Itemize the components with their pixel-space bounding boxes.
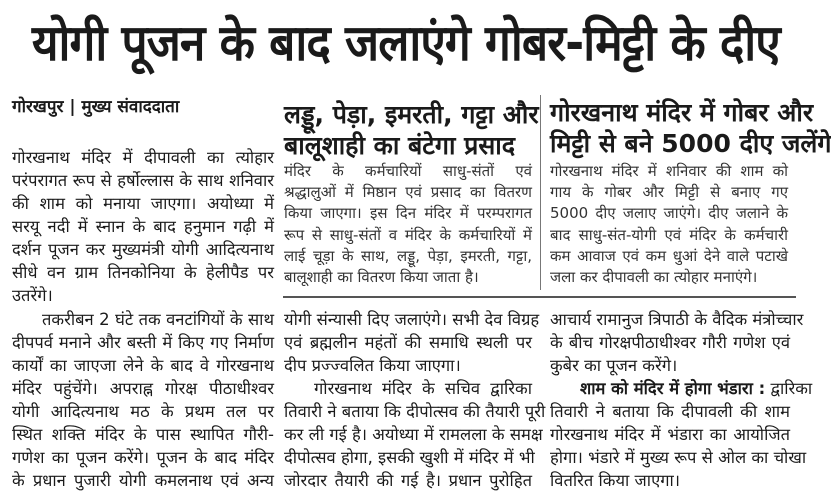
text-line: बालूशाही का वितरण किया जाता है। [284,267,479,286]
text-run: द्वारिका [770,379,813,398]
text-line: तिवारी ने बताया कि दीपोत्सव की तैयारी पूरी [284,402,546,421]
right-subheadline [550,97,831,159]
right-bottom-text [550,308,813,492]
middle-subheadline [284,99,539,161]
text-line: लड्डू, पेड़ा, इमरती, गट्टा और [284,100,539,129]
middle-bottom-text [284,308,546,492]
text-line: बालूशाही का बंटेगा प्रसाद [284,131,516,160]
text-line: दीपपर्व मनाने और बस्ती में किए गए निर्माण [12,333,274,352]
text-line: उतरेंगे। [12,286,53,305]
left-top-text [12,146,274,307]
text-line: परंपरागत रूप से हर्षोल्लास के साथ शनिवार [12,171,274,190]
text-line: बाद साधु-संत-योगी एवं मंदिर के कर्मचारी [550,225,788,244]
text-line: 5000 दीए जलाए जाएंगे। दीए जलाने के [550,204,788,223]
text-line: गाय के गोबर और मिट्टी से बनाए गए [550,183,788,202]
headline: योगी पूजन के बाद जलाएंगे गोबर-मिट्टी के दीए [31,14,780,72]
text-line: मंदिर पहुंचेंगे। अपराह्न गोरक्ष पीठाधीश्वर [12,379,274,398]
text-line: योगी आदित्यनाथ मठ के प्रथम तल पर [12,402,274,421]
text-line: कर ली गई है। अयोध्या में रामलला के समक्ष [284,425,543,444]
text-line: कम आवाज एवं कम धुआं देने वाले पटाखे [550,246,788,265]
text-line: दीपोत्सव होगा, इसकी खुशी में मंदिर में भी [284,448,535,467]
text-line: योगी संन्यासी दिए जलाएंगे। सभी देव विग्रह [284,310,540,329]
text-line: दीप प्रज्ज्वलित किया जाएगा। [284,356,461,375]
text-line: के प्रधान पुजारी योगी कमलनाथ एवं अन्य [12,471,274,490]
text-line: मंदिर के कर्मचारियों साधु-संतों एवं [284,162,532,180]
text-line: किया जाएगा। इस दिन मंदिर में परम्परागत [284,204,532,223]
middle-top-text [284,161,532,288]
left-bottom-text [12,308,274,492]
text-line: सीधे वन ग्राम तिनकोनिया के हेलीपैड पर [12,263,274,282]
text-line: लाई चूड़ा के साथ, लड्डू, पेड़ा, इमरती, गट्टा, [284,246,532,265]
text-line: गोरखनाथ मंदिर में शनिवार की शाम को [550,162,788,180]
text-line: की शाम को मनाया जाएगा। अयोध्या में [12,194,274,213]
text-line: आचार्य रामानुज त्रिपाठी के वैदिक मंत्रोच्चार [550,310,804,329]
text-line: गोरखनाथ मंदिर के सचिव द्वारिका [314,379,532,398]
text-line: गोरखनाथ मंदिर में दीपावली का त्योहार [12,148,274,167]
text-line: गणेश का पूजन करेंगे। पूजन के बाद मंदिर [12,448,274,467]
text-line: तिवारी ने बताया कि दीपावली की शाम [550,402,790,421]
text-line: कुबेर का पूजन करेंगे। [550,356,678,375]
text-line: दर्शन पूजन कर मुख्यमंत्री योगी आदित्यनाथ [12,240,274,259]
text-line [550,377,813,400]
text-line: सरयू नदी में स्नान के बाद हनुमान गढ़ी में [12,217,274,236]
text-line: श्रद्धालुओं में मिष्ठान एवं प्रसाद का वितरण [284,183,532,202]
right-top-text [550,161,788,288]
text-line: स्थित शक्ति मंदिर के पास स्थापित गौरी- [12,425,274,444]
text-line: जोरदार तैयारी की गई है। प्रधान पुरोहित [284,471,532,490]
section-rule [283,296,796,298]
text-line: कार्यों का जाएजा लेने के बाद वे गोरखनाथ [12,356,274,375]
text-line: होगा। भंडारे में मुख्य रूप से ओल का चोखा [550,448,807,467]
column-divider [540,95,541,290]
byline: गोरखपुर | मुख्य संवाददाता [12,97,180,117]
text-line: वितरित किया जाएगा। [550,471,681,490]
text-line: जला कर दीपावली का त्योहार मनाएंगे। [550,267,758,286]
text-line: तकरीबन 2 घंटे तक वनटांगियों के साथ [42,310,274,329]
text-line: गोरखनाथ मंदिर में भंडारा का आयोजित [550,425,790,444]
text-line: के बीच गोरक्षपीठाधीश्वर गौरी गणेश एवं [550,333,790,352]
text-line: रूप से साधु-संतों व मंदिर के कर्मचारियों में [284,225,532,244]
text-line: मिट्टी से बने 5000 दीए जलेंगे [550,129,831,158]
text-line: एवं ब्रह्मलीन महंतों की समाधि स्थली पर [284,333,532,352]
bhandara-subheading: शाम को मंदिर में होगा भंडारा : [580,379,766,398]
text-line: गोरखनाथ मंदिर में गोबर और [550,98,814,127]
